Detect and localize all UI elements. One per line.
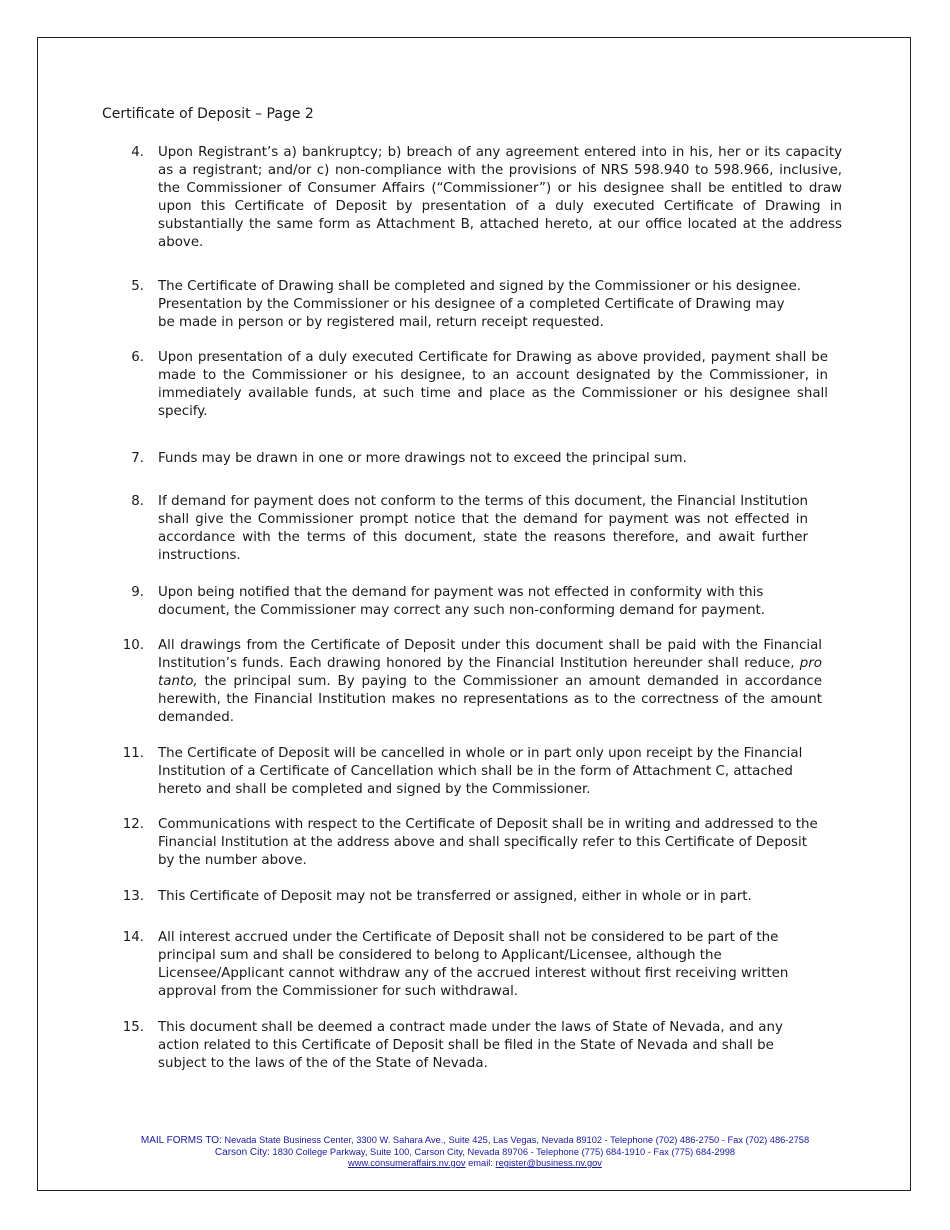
item-number: 4.: [131, 145, 144, 160]
list-item: [102, 816, 826, 870]
item-number: 12.: [122, 817, 144, 832]
item-number: 15.: [122, 1020, 144, 1035]
footer-contact-line: [38, 1158, 912, 1170]
list-item: [102, 349, 828, 421]
item-number: 9.: [131, 585, 144, 600]
item-text: Upon being notified that the demand for payment was not effected in conformity with this document, the Commissioner may correct any such non-conforming demand for payment.: [158, 585, 766, 618]
item-text: This Certificate of Deposit may not be transferred or assigned, either in whole or in part.: [158, 889, 752, 904]
item-text: Upon presentation of a duly executed Certificate for Drawing as above provided, payment shall be made to the Commissioner or his designee, to an account designated by the Commissioner, in immediately available funds, at such time and place as the Commissioner or his designee shall specify.: [158, 350, 828, 419]
item-number: 8.: [131, 494, 144, 509]
list-item: [102, 888, 842, 906]
mail-forms-label: MAIL FORMS TO:: [140, 1135, 222, 1146]
list-item: [102, 144, 842, 252]
item-number: 6.: [131, 350, 144, 365]
item-number: 10.: [122, 638, 144, 653]
list-item: [102, 637, 822, 727]
list-item: [102, 745, 814, 799]
item-text: Funds may be drawn in one or more drawings not to exceed the principal sum.: [158, 451, 687, 466]
item-number: 5.: [131, 279, 144, 294]
list-item: [102, 584, 838, 620]
item-text: All interest accrued under the Certificate of Deposit shall not be considered to be part of the principal sum and shall be considered to belong to Applicant/Licensee, although the Licensee/Applicant cannot withdraw any of the accrued interest without first receiving written approval from the Commissioner for such withdrawal.: [158, 930, 789, 999]
footer-carson-line: [38, 1147, 912, 1159]
item-text: The Certificate of Deposit will be cancelled in whole or in part only upon receipt by the Financial Institution of a Certificate of Cancellation which shall be in the form of Attachment C, attached hereto and shall be completed and signed by the Commissioner.: [158, 746, 803, 797]
item-text: The Certificate of Drawing shall be completed and signed by the Commissioner or his designee. Presentation by the Commissioner or his designee of a completed Certificate of Drawing may be made in person or by registered mail, return receipt requested.: [158, 279, 802, 330]
list-item: [102, 493, 808, 565]
item-text: Communications with respect to the Certificate of Deposit shall be in writing and addressed to the Financial Institution at the address above and shall specifically refer to this Certificate of Deposit by the number above.: [158, 817, 818, 868]
list-item: [102, 929, 792, 1001]
website-link[interactable]: www.consumeraffairs.nv.gov: [348, 1158, 466, 1168]
item-text: If demand for payment does not conform to the terms of this document, the Financial Institution shall give the Commissioner prompt notice that the demand for payment was not effected in accordance with the terms of this document, state the reasons therefore, and await further instructions.: [158, 494, 808, 563]
page-title: Certificate of Deposit – Page 2: [102, 106, 314, 122]
item-text: Upon Registrant’s a) bankruptcy; b) breach of any agreement entered into in his, her or its capacity as a registrant; and/or c) non-compliance with the provisions of NRS 598.940 to 598.966, inclusive, the Commissioner of Consumer Affairs (“Commissioner”) or his designee shall be entitled to draw upon this Certificate of Deposit by presentation of a duly executed Certificate of Drawing in substantially the same form as Attachment B, attached hereto, at our office located at the address above.: [158, 145, 842, 250]
list-item: [102, 1019, 802, 1073]
item-number: 11.: [122, 746, 144, 761]
email-label: email:: [468, 1158, 493, 1168]
list-item: [102, 278, 804, 332]
item-number: 7.: [131, 451, 144, 466]
item-text: This document shall be deemed a contract made under the laws of State of Nevada, and any action related to this Certificate of Deposit shall be filed in the State of Nevada and shall be subject to the laws of the of the State of Nevada.: [158, 1020, 783, 1071]
footer-las-vegas-line: [38, 1135, 912, 1147]
carson-label: Carson City:: [214, 1146, 270, 1158]
carson-address: 1830 College Parkway, Suite 100, Carson City, Nevada 89706 - Telephone (775) 684-1910 - Fax (775) 684-2998: [272, 1146, 736, 1157]
item-text: All drawings from the Certificate of Deposit under this document shall be paid with the Financial Institution’s funds. Each drawing honored by the Financial Institution hereunder shall reduce, pro tanto, the principal sum. By paying to the Commissioner an amount demanded in accordance herewith, the Financial Institution makes no representations as to the correctness of the amount demanded.: [158, 638, 822, 725]
mail-address: Nevada State Business Center, 3300 W. Sahara Ave., Suite 425, Las Vegas, Nevada 89102 - Telephone (702) 486-2750 - Fax (702) 486-2758: [224, 1135, 810, 1145]
email-link[interactable]: register@business.nv.gov: [495, 1158, 602, 1168]
item-number: 14.: [122, 930, 144, 945]
mailing-footer: [38, 1135, 912, 1170]
list-item: [102, 450, 842, 468]
item-number: 13.: [122, 889, 144, 904]
